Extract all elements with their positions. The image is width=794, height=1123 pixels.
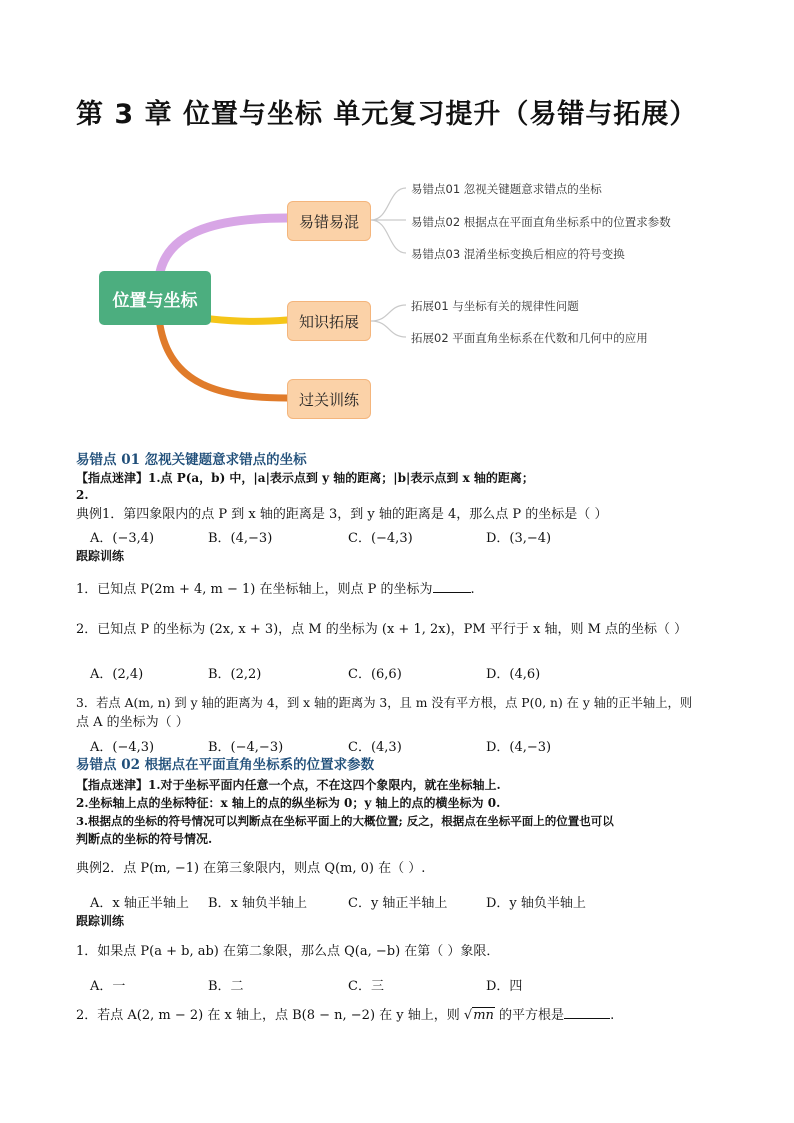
option-a: A．x 轴正半轴上 xyxy=(90,896,189,911)
connector-branch1 xyxy=(160,218,287,272)
example-2: 典例2．点 P(m, −1) 在第三象限内，则点 Q(m, 0) 在（ ）. xyxy=(76,861,426,876)
option-d: D．四 xyxy=(486,979,523,994)
option-b: B．(2,2) xyxy=(208,667,262,682)
tip-text: 2.坐标轴上点的坐标特征：x 轴上的点的纵坐标为 0；y 轴上的点的横坐标为 0. xyxy=(76,796,501,810)
sqrt-symbol: √ xyxy=(463,1008,473,1023)
mindmap-leaf: 易错点02 根据点在平面直角坐标系中的位置求参数 xyxy=(411,215,671,229)
option-c: C．(−4,3) xyxy=(348,531,413,546)
question-3: 3．若点 A(m, n) 到 y 轴的距离为 4，到 x 轴的距离为 3，且 m 没有平方根，点 P(0, n) 在 y 轴的正半轴上，则 xyxy=(76,696,693,710)
question-1: 1．如果点 P(a + b, ab) 在第二象限，那么点 Q(a, −b) 在第（ ）象限． xyxy=(76,944,500,959)
question-end: . xyxy=(470,582,475,597)
tip-text: 【指点迷津】1.对于坐标平面内任意一个点，不在这四个象限内，就在坐标轴上. xyxy=(76,778,501,792)
section-heading-2: 易错点 02 根据点在平面直角坐标系的位置求参数 xyxy=(76,757,375,773)
mindmap-branch-errors: 易错易混 xyxy=(287,201,371,241)
tip-text: 判断点的坐标的符号情况. xyxy=(76,832,213,846)
option-b: B．(4,−3) xyxy=(208,531,273,546)
mindmap-leaf: 易错点01 忽视关键题意求错点的坐标 xyxy=(411,182,602,196)
question-text: 2．若点 A(2, m − 2) 在 x 轴上，点 B(8 − n, −2) 在 y 轴上，则 xyxy=(76,1008,460,1023)
bracket-branch1 xyxy=(371,188,406,253)
option-a: A．(−4,3) xyxy=(90,740,155,755)
mindmap-leaf: 易错点03 混淆坐标变换后相应的符号变换 xyxy=(411,247,625,261)
question-2: 2．已知点 P 的坐标为 (2x, x + 3)，点 M 的坐标为 (x + 1, 2x)，PM 平行于 x 轴，则 M 点的坐标（ ） xyxy=(76,622,688,637)
page-title: 第 3 章 位置与坐标 单元复习提升（易错与拓展） xyxy=(76,99,698,130)
mindmap-connectors xyxy=(0,0,794,460)
option-a: A．(2,4) xyxy=(90,667,144,682)
question-3-cont: 点 A 的坐标为（ ） xyxy=(76,715,189,730)
option-d: D．y 轴负半轴上 xyxy=(486,896,586,911)
question-text-cont: 的平方根是 xyxy=(499,1008,565,1023)
answer-blank xyxy=(564,1006,610,1019)
mindmap-leaf: 拓展02 平面直角坐标系在代数和几何中的应用 xyxy=(411,331,648,345)
mindmap-root: 位置与坐标 xyxy=(99,271,211,325)
option-d: D．(4,−3) xyxy=(486,740,552,755)
question-2 xyxy=(76,1006,614,1024)
connector-branch3 xyxy=(160,325,287,398)
question-text: 1．已知点 P(2m + 4, m − 1) 在坐标轴上，则点 P 的坐标为 xyxy=(76,582,433,597)
option-a: A．(−3,4) xyxy=(90,531,155,546)
answer-blank xyxy=(433,580,471,593)
tip-text: 3.根据点的坐标的符号情况可以判断点在坐标平面上的大概位置; 反之，根据点在坐标平面上的位置也可以 xyxy=(76,814,614,828)
option-a: A．一 xyxy=(90,979,126,994)
option-c: C．三 xyxy=(348,979,384,994)
tip-text: 【指点迷津】1.点 P(a，b) 中，|a|表示点到 y 轴的距离；|b|表示点到 x 轴的距离； xyxy=(76,471,534,485)
section-heading-1: 易错点 01 忽视关键题意求错点的坐标 xyxy=(76,452,307,468)
option-b: B．(−4,−3) xyxy=(208,740,284,755)
mindmap-leaf: 拓展01 与坐标有关的规律性问题 xyxy=(411,299,579,313)
mindmap-branch-training: 过关训练 xyxy=(287,379,371,419)
sqrt-radicand: mn xyxy=(473,1008,494,1023)
follow-training-label: 跟踪训练 xyxy=(76,914,125,928)
bracket-branch2 xyxy=(371,305,406,337)
option-c: C．(6,6) xyxy=(348,667,402,682)
follow-training-label: 跟踪训练 xyxy=(76,549,125,563)
option-b: B．二 xyxy=(208,979,244,994)
option-c: C．(4,3) xyxy=(348,740,402,755)
mindmap-branch-extension: 知识拓展 xyxy=(287,301,371,341)
question-1 xyxy=(76,580,475,598)
connector-branch2 xyxy=(211,319,287,321)
option-c: C．y 轴正半轴上 xyxy=(348,896,448,911)
option-d: D．(3,−4) xyxy=(486,531,552,546)
option-b: B．x 轴负半轴上 xyxy=(208,896,308,911)
option-d: D．(4,6) xyxy=(486,667,541,682)
question-end: . xyxy=(610,1008,615,1023)
example-1: 典例1．第四象限内的点 P 到 x 轴的距离是 3，到 y 轴的距离是 4，那么点 P 的坐标是（ ） xyxy=(76,507,608,522)
tip-text: 2. xyxy=(76,488,89,502)
